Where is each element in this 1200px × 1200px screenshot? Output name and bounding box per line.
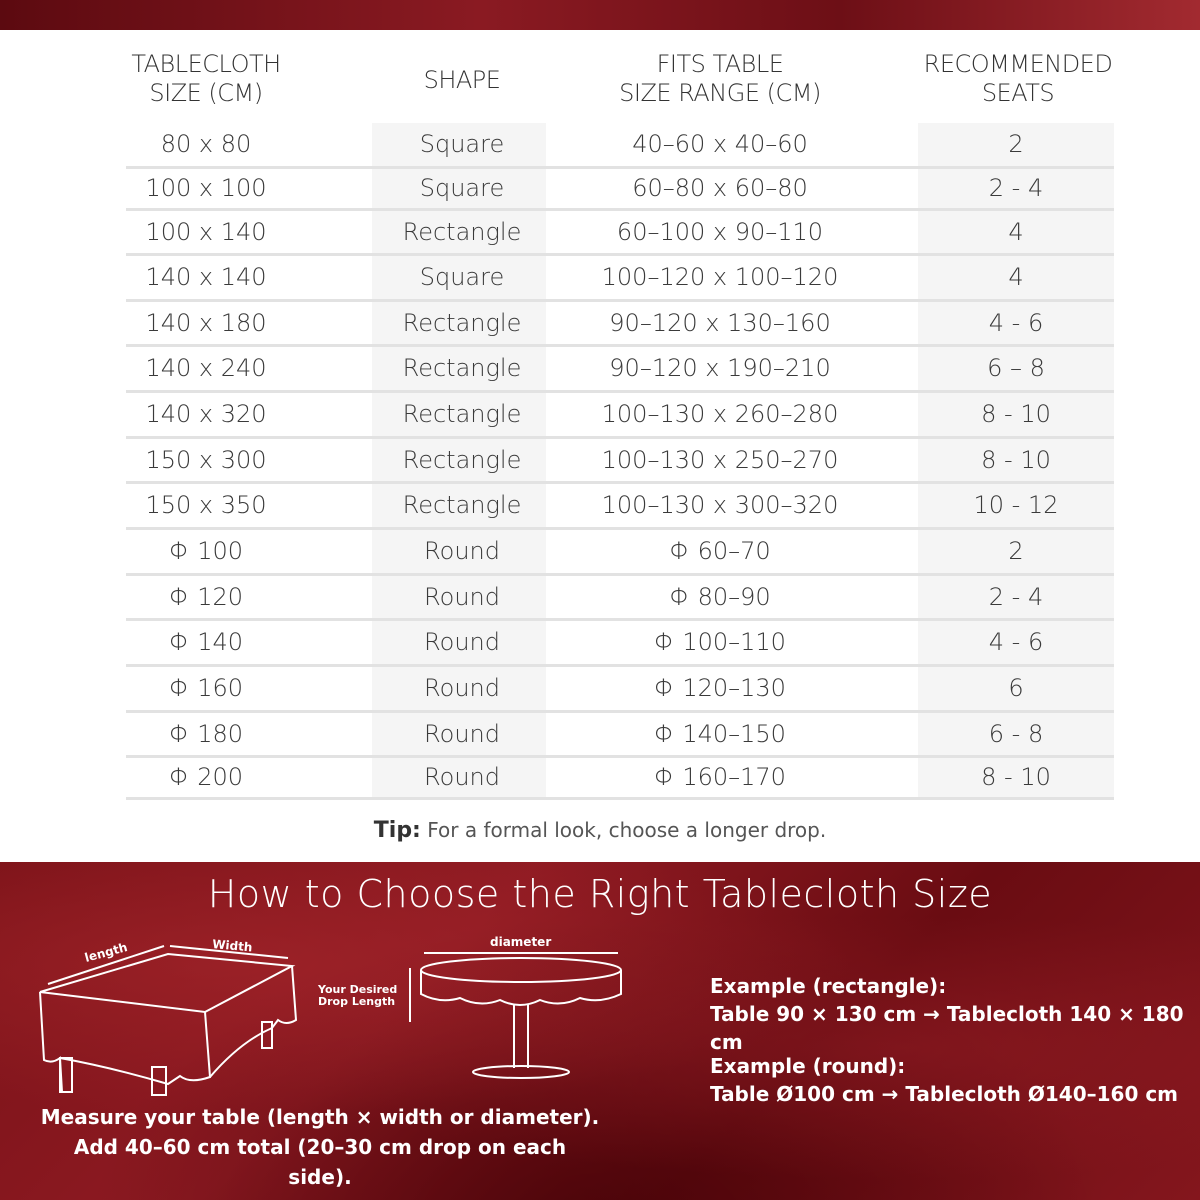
header-size-line1: TABLECLOTH [131,50,281,78]
cell-fits: Φ 160–170 [654,763,786,791]
cell-size: 150 x 350 [145,491,267,519]
diameter-label: diameter [490,935,552,949]
example-rect-text: Table 90 × 130 cm → Tablecloth 140 × 180 cm [710,1002,1184,1054]
cell-seats: 8 - 10 [981,763,1051,791]
table-row [126,439,1114,484]
table-row [126,713,1114,758]
cell-fits: 100–120 x 100–120 [601,263,839,291]
cell-size: Φ 100 [168,537,244,565]
cell-size: 100 x 140 [145,218,267,246]
rect-table-illustration [40,946,296,1095]
table-row [126,347,1114,393]
cell-seats: 2 - 4 [988,174,1044,202]
cell-seats: 2 [1008,130,1024,158]
table-row [126,302,1114,347]
example-round-text: Table Ø100 cm → Tablecloth Ø140–160 cm [710,1082,1179,1106]
tip-label: Tip: [373,818,421,843]
cell-size: 140 x 320 [145,400,267,428]
cell-shape: Rectangle [402,309,522,337]
header-fits-line1: FITS TABLE [656,50,784,78]
cell-shape: Rectangle [402,491,522,519]
header-seats-line1: RECOMMENDED [923,50,1113,78]
table-row [126,211,1114,256]
tip-text: For a formal look, choose a longer drop. [427,818,827,842]
cell-size: 100 x 100 [145,174,267,202]
table-row [126,169,1114,211]
cell-fits: Φ 140–150 [654,720,786,748]
cell-shape: Square [419,263,505,291]
cell-fits: Φ 100–110 [654,628,786,656]
table-row [126,621,1114,667]
cell-seats: 10 - 12 [973,491,1059,519]
cell-shape: Round [424,720,500,748]
table-row [126,576,1114,621]
table-row [126,256,1114,302]
cell-seats: 4 - 6 [988,628,1044,656]
example-round [710,1052,1178,1108]
measure-line-2: Add 40–60 cm total (20–30 cm drop on each side). [73,1135,567,1189]
example-rect-title: Example (rectangle): [710,974,947,998]
table-row [126,758,1114,800]
cell-fits: 100–130 x 250–270 [601,446,839,474]
cell-shape: Rectangle [402,446,522,474]
cell-size: 150 x 300 [145,446,267,474]
drop-label-line2: Drop Length [318,995,396,1008]
cell-seats: 6 – 8 [987,354,1045,382]
measure-instructions [40,1102,600,1192]
header-recommended-seats [918,50,1118,108]
cell-seats: 4 - 6 [988,309,1044,337]
cell-fits: 100–130 x 260–280 [601,400,839,428]
tip-line [0,818,1200,843]
cell-fits: Φ 80–90 [669,583,771,611]
table-row [126,484,1114,530]
cell-fits: 40–60 x 40–60 [632,130,808,158]
cell-seats: 8 - 10 [981,400,1051,428]
cell-shape: Square [419,174,505,202]
cell-size: Φ 200 [168,763,244,791]
cell-shape: Round [424,583,500,611]
cell-shape: Rectangle [402,400,522,428]
cell-size: 80 x 80 [160,130,252,158]
cell-fits: Φ 60–70 [669,537,771,565]
cell-fits: 60–100 x 90–110 [616,218,824,246]
measure-line-1: Measure your table (length × width or diameter). [40,1105,600,1129]
example-rectangle [710,972,1200,1056]
cell-size: 140 x 140 [145,263,267,291]
guide-title: How to Choose the Right Tablecloth Size [207,872,993,916]
cell-shape: Rectangle [402,218,522,246]
cell-fits: 90–120 x 190–210 [609,354,831,382]
cell-seats: 4 [1008,263,1024,291]
cell-shape: Rectangle [402,354,522,382]
cell-size: 140 x 180 [145,309,267,337]
width-label: Width [211,937,254,955]
cell-size: Φ 120 [168,583,244,611]
cell-shape: Square [419,130,505,158]
cell-seats: 2 - 4 [988,583,1044,611]
cell-seats: 4 [1008,218,1024,246]
cell-seats: 8 - 10 [981,446,1051,474]
cell-seats: 6 [1008,674,1024,702]
cell-shape: Round [424,628,500,656]
cell-fits: 100–130 x 300–320 [601,491,839,519]
length-label: length [83,940,129,965]
header-shape: SHAPE [423,66,501,94]
cell-seats: 2 [1008,537,1024,565]
cell-fits: 90–120 x 130–160 [609,309,831,337]
header-seats-line2: SEATS [981,79,1055,107]
table-row [126,667,1114,713]
table-row [126,393,1114,439]
cell-size: Φ 180 [168,720,244,748]
cell-size: Φ 140 [168,628,244,656]
table-row [126,530,1114,576]
cell-fits: Φ 120–130 [654,674,786,702]
drop-label-line1: Your Desired [318,983,398,996]
header-fits-table [600,50,840,108]
header-size-line2: SIZE (CM) [149,79,263,107]
cell-seats: 6 - 8 [988,720,1044,748]
cell-shape: Round [424,674,500,702]
cell-shape: Round [424,537,500,565]
cell-shape: Round [424,763,500,791]
table-row [126,123,1114,169]
guide-panel [0,862,1200,1200]
header-fits-line2: SIZE RANGE (CM) [619,79,821,107]
cell-size: Φ 160 [168,674,244,702]
example-round-title: Example (round): [710,1054,906,1078]
cell-fits: 60–80 x 60–80 [632,174,808,202]
cell-size: 140 x 240 [145,354,267,382]
top-decorative-band [0,0,1200,30]
header-tablecloth-size [126,50,286,108]
round-table-illustration [421,958,621,1078]
